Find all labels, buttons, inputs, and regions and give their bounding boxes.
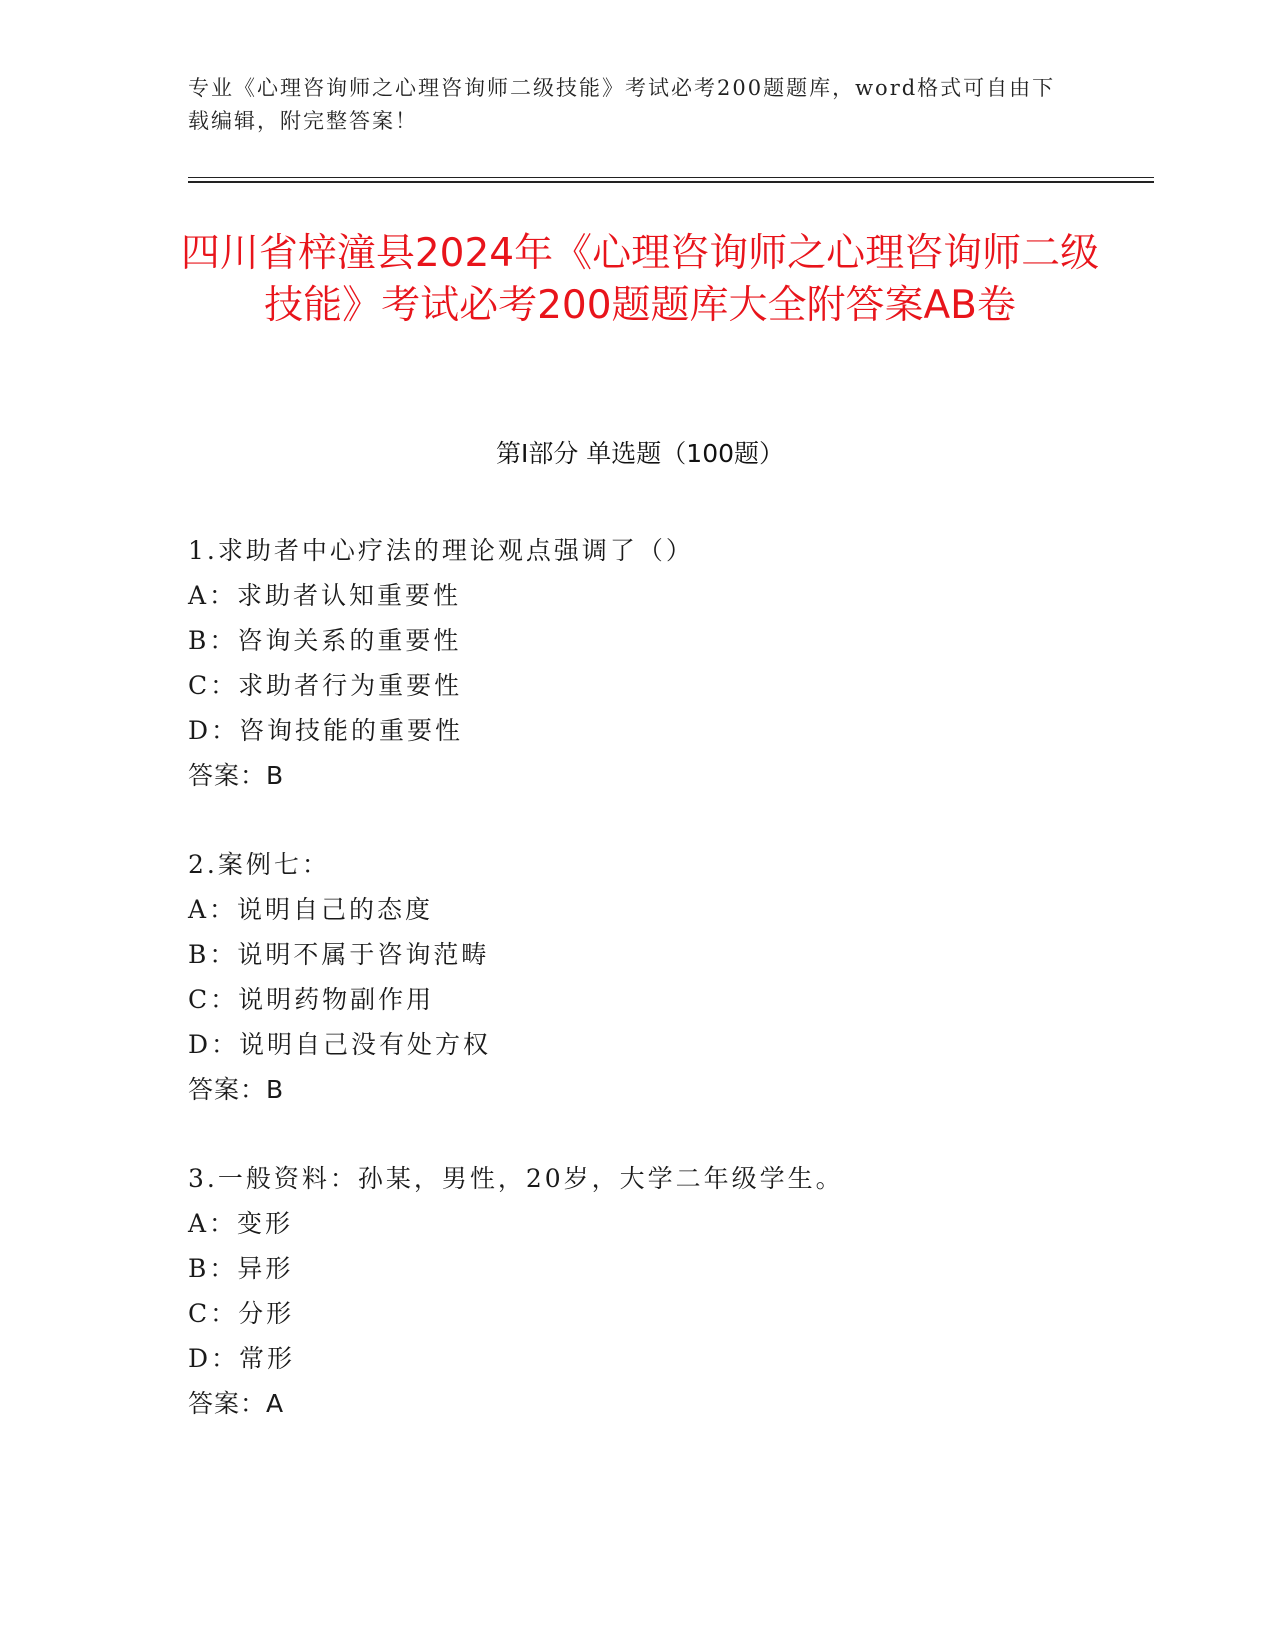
answer-text: 答案：B (188, 1075, 285, 1104)
option-c: C：分形 (188, 1299, 295, 1328)
option-c: C：说明药物副作用 (188, 985, 435, 1014)
option-b: B：说明不属于咨询范畴 (188, 940, 490, 969)
option-d: D：说明自己没有处方权 (188, 1030, 492, 1059)
option-a: A：求助者认知重要性 (188, 581, 462, 610)
answer-text: 答案：A (188, 1389, 285, 1418)
option-b: B：咨询关系的重要性 (188, 626, 462, 655)
option-d: D：常形 (188, 1344, 296, 1373)
option-a: A：说明自己的态度 (188, 895, 434, 924)
option-c: C：求助者行为重要性 (188, 671, 463, 700)
option-b: B：异形 (188, 1254, 294, 1283)
question-stem: 1.求助者中心疗法的理论观点强调了（） (188, 536, 694, 565)
question-list (188, 528, 1148, 1470)
option-a: A：变形 (188, 1209, 294, 1238)
header-divider-thin (188, 177, 1154, 178)
question-stem: 2.案例七： (188, 850, 330, 879)
answer-text: 答案：B (188, 761, 285, 790)
header-divider-thick (188, 181, 1154, 183)
question-item (188, 842, 1148, 1112)
option-d: D：咨询技能的重要性 (188, 716, 464, 745)
question-item (188, 1156, 1148, 1426)
question-item (188, 528, 1148, 798)
question-stem: 3.一般资料：孙某，男性，20岁，大学二年级学生。 (188, 1164, 844, 1193)
document-title: 四川省梓潼县2024年《心理咨询师之心理咨询师二级技能》考试必考200题题库大全附答案AB卷 (180, 231, 1100, 328)
header-note: 专业《心理咨询师之心理咨询师二级技能》考试必考200题题库，word格式可自由下载编辑，附完整答案！ (188, 76, 1056, 133)
section-heading: 第I部分 单选题（100题） (495, 439, 785, 468)
